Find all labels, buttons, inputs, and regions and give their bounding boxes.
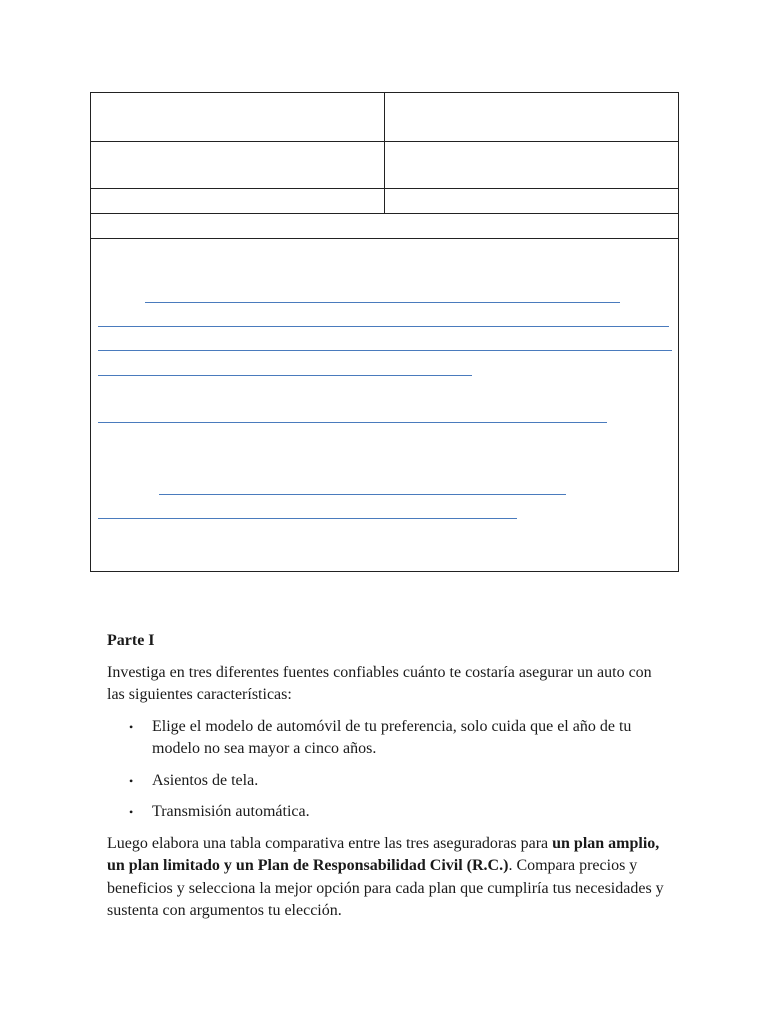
blank-answer-line [98, 375, 472, 376]
instructions-section [107, 630, 667, 932]
requirements-list [107, 716, 667, 824]
bullet-icon: • [129, 805, 134, 819]
closing-paragraph [107, 833, 667, 923]
blank-answer-line [145, 302, 620, 303]
list-item [107, 716, 667, 761]
section-title: Parte I [107, 632, 155, 649]
intro-paragraph: Investiga en tres diferentes fuentes confiables cuánto te costaría asegurar un auto con las siguientes características: [107, 663, 652, 703]
closing-text-bold: un plan amplio, un plan limitado y un Plan de Responsabilidad Civil (R.C.) [107, 834, 660, 874]
closing-text-end: . Compara precios y beneficios y selecciona la mejor opción para cada plan que cumpliría tus necesidades y sustenta con argumentos tu elección. [107, 857, 664, 919]
form-table [90, 92, 679, 572]
blank-answer-line [98, 326, 669, 327]
blank-answer-line [98, 518, 517, 519]
bullet-icon: • [129, 773, 134, 788]
blank-answer-line [98, 350, 672, 351]
blank-answer-line [159, 494, 566, 495]
list-item-text: Transmisión automática. [152, 803, 310, 820]
table-column-divider [384, 93, 385, 213]
list-item-text: Elige el modelo de automóvil de tu preferencia, solo cuida que el año de tu modelo no sea mayor a cinco años. [152, 717, 632, 757]
table-row-divider [91, 238, 678, 239]
list-item-text: Asientos de tela. [152, 771, 259, 789]
blank-answer-line [98, 422, 607, 423]
bullet-icon: • [129, 719, 134, 734]
list-item [107, 770, 667, 793]
table-row-divider [91, 213, 678, 214]
closing-text-start: Luego elabora una tabla comparativa entre las tres aseguradoras para [107, 834, 553, 852]
list-item [107, 801, 667, 824]
